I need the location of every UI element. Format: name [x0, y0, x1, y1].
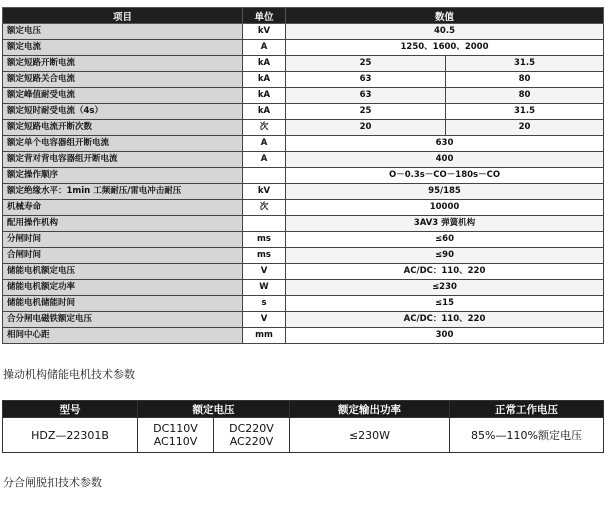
spec-table-body: [3, 24, 604, 344]
row-unit: kV: [243, 24, 286, 40]
table-row: [3, 120, 604, 136]
table-row: [3, 312, 604, 328]
row-value-25ka: 25: [286, 56, 446, 72]
table-row: [3, 264, 604, 280]
row-item: 额定短路电流开断次数: [3, 120, 243, 136]
row-unit: 次: [243, 200, 286, 216]
row-value-25ka: 63: [286, 88, 446, 104]
row-value: 95/185: [286, 184, 604, 200]
row-value-31-5ka: 31.5: [446, 56, 604, 72]
row-value: O－0.3s－CO－180s－CO: [286, 168, 604, 184]
row-value-31-5ka: 80: [446, 72, 604, 88]
row-unit: A: [243, 152, 286, 168]
row-value: 630: [286, 136, 604, 152]
table-row: [3, 328, 604, 344]
header-working-voltage: 正常工作电压: [450, 401, 604, 418]
row-value: ≤90: [286, 248, 604, 264]
row-value: 3AV3 弹簧机构: [286, 216, 604, 232]
motor-voltage-a-line1: DC110V: [153, 422, 198, 435]
row-unit: kA: [243, 72, 286, 88]
row-unit: kV: [243, 184, 286, 200]
table-row: [3, 184, 604, 200]
row-unit: V: [243, 312, 286, 328]
row-item: 储能电机储能时间: [3, 296, 243, 312]
row-value: 1250、1600、2000: [286, 40, 604, 56]
row-value-25ka: 20: [286, 120, 446, 136]
row-item: 机械寿命: [3, 200, 243, 216]
row-unit: A: [243, 136, 286, 152]
header-unit: 单位: [243, 8, 286, 24]
table-row: [3, 200, 604, 216]
row-unit: ms: [243, 248, 286, 264]
table-row: [3, 152, 604, 168]
motor-voltage-b: [214, 418, 290, 453]
table-row: [3, 56, 604, 72]
header-rated-power: 额定输出功率: [290, 401, 450, 418]
header-model: 型号: [3, 401, 138, 418]
header-rated-voltage: 额定电压: [138, 401, 290, 418]
row-unit: kA: [243, 56, 286, 72]
row-unit: A: [243, 40, 286, 56]
table-row: [3, 136, 604, 152]
row-value-25ka: 63: [286, 72, 446, 88]
table-row: [3, 40, 604, 56]
motor-table: [2, 400, 604, 453]
row-item: 额定短路开断电流: [3, 56, 243, 72]
row-value: ≤15: [286, 296, 604, 312]
motor-working-voltage: 85%—110%额定电压: [450, 418, 604, 453]
row-item: 额定操作顺序: [3, 168, 243, 184]
motor-model: HDZ—22301B: [3, 418, 138, 453]
table-row: [3, 88, 604, 104]
spec-table: [2, 7, 604, 344]
row-value-31-5ka: 31.5: [446, 104, 604, 120]
motor-voltage-a-line2: AC110V: [153, 435, 198, 448]
table-row: [3, 248, 604, 264]
row-item: 额定单个电容器组开断电流: [3, 136, 243, 152]
row-value: AC/DC：110、220: [286, 312, 604, 328]
row-item: 额定短路关合电流: [3, 72, 243, 88]
row-value: 10000: [286, 200, 604, 216]
row-item: 分闸时间: [3, 232, 243, 248]
table-row: [3, 104, 604, 120]
row-item: 额定峰值耐受电流: [3, 88, 243, 104]
row-unit: [243, 216, 286, 232]
table-row: [3, 168, 604, 184]
motor-voltage-a: [138, 418, 214, 453]
table-row: [3, 24, 604, 40]
row-unit: W: [243, 280, 286, 296]
row-unit: 次: [243, 120, 286, 136]
row-value: ≤230: [286, 280, 604, 296]
motor-voltage-b-line1: DC220V: [229, 422, 274, 435]
row-item: 额定电压: [3, 24, 243, 40]
release-caption: 分合闸脱扣技术参数: [3, 476, 102, 489]
row-value: 40.5: [286, 24, 604, 40]
table-row: [3, 418, 604, 453]
row-unit: s: [243, 296, 286, 312]
row-item: 额定电流: [3, 40, 243, 56]
row-unit: kA: [243, 104, 286, 120]
spec-table-header: [3, 8, 604, 24]
row-item: 储能电机额定功率: [3, 280, 243, 296]
row-item: 配用操作机构: [3, 216, 243, 232]
row-item: 合分闸电磁铁额定电压: [3, 312, 243, 328]
row-item: 额定短时耐受电流（4s）: [3, 104, 243, 120]
row-item: 合闸时间: [3, 248, 243, 264]
table-row: [3, 232, 604, 248]
header-item: 项目: [3, 8, 243, 24]
row-unit: ms: [243, 232, 286, 248]
row-value: ≤60: [286, 232, 604, 248]
row-value-31-5ka: 20: [446, 120, 604, 136]
row-unit: V: [243, 264, 286, 280]
table-row: [3, 296, 604, 312]
motor-voltage-b-line2: AC220V: [229, 435, 274, 448]
row-unit: [243, 168, 286, 184]
table-row: [3, 280, 604, 296]
row-value: 300: [286, 328, 604, 344]
table-row: [3, 72, 604, 88]
row-value-25ka: 25: [286, 104, 446, 120]
row-value: 400: [286, 152, 604, 168]
row-value-31-5ka: 80: [446, 88, 604, 104]
row-item: 储能电机额定电压: [3, 264, 243, 280]
table-row: [3, 216, 604, 232]
row-item: 相间中心距: [3, 328, 243, 344]
row-item: 额定绝缘水平：1min 工频耐压/雷电冲击耐压: [3, 184, 243, 200]
row-value: AC/DC：110、220: [286, 264, 604, 280]
header-value: 数值: [286, 8, 604, 24]
motor-caption: 操动机构储能电机技术参数: [3, 368, 135, 381]
row-item: 额定背对背电容器组开断电流: [3, 152, 243, 168]
row-unit: kA: [243, 88, 286, 104]
row-unit: mm: [243, 328, 286, 344]
motor-table-header: [3, 401, 604, 418]
motor-power: ≤230W: [290, 418, 450, 453]
